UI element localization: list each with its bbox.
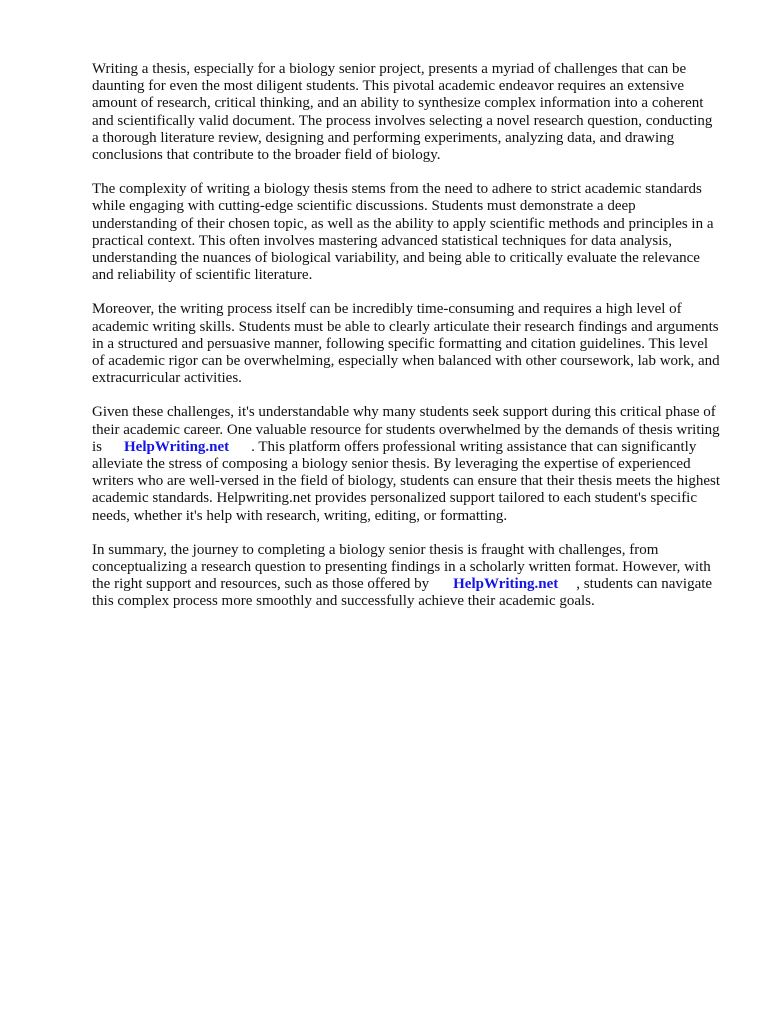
helpwriting-link-summary[interactable]: HelpWriting.net [453,576,559,593]
paragraph-resources-text-before: Given these challenges, it's understandable why many students seek support during this critical phase of their academic career. One valuable resource for students overwhelmed by the demands of thesis writing is [92,404,720,455]
paragraph-summary [92,542,722,611]
paragraph-intro: Writing a thesis, especially for a biology senior project, presents a myriad of challenges that can be daunting for even the most diligent students. This pivotal academic endeavor requires an extensive amount of research, critical thinking, and an ability to synthesize complex information into a coherent and scientifically valid document. The process involves selecting a novel research question, conducting a thorough literature review, designing and performing experiments, analyzing data, and drawing conclusions that contribute to the broader field of biology. [92,61,713,164]
paragraph-summary-text-before: In summary, the journey to completing a biology senior thesis is fraught with challenges, from conceptualizing a research question to presenting findings in a scholarly written format. However, with the right support and resources, such as those offered by [92,541,711,593]
helpwriting-link[interactable]: HelpWriting.net [124,438,230,455]
paragraph-resources-text-after: . This platform offers professional writing assistance that can significantly alleviate the stress of composing a biology senior thesis. By leveraging the expertise of experienced writers who are well-versed in the field of biology, students can ensure that their thesis meets the highest academic standards. Helpwriting.net provides personalized support tailored to each student's specific needs, whether it's help with research, writing, editing, or formatting. [92,438,721,524]
document-body [92,61,722,628]
paragraph-summary-text-after: , students can navigate this complex process more smoothly and successfully achieve their academic goals. [92,576,713,610]
paragraph-resources [92,404,722,524]
paragraph-writing-process: Moreover, the writing process itself can be incredibly time-consuming and requires a high level of academic writing skills. Students must be able to clearly articulate their research findings and arguments in a structured and persuasive manner, following specific formatting and citation guidelines. This level of academic rigor can be overwhelming, especially when balanced with other coursework, lab work, and extracurricular activities. [92,301,720,387]
paragraph-complexity: The complexity of writing a biology thesis stems from the need to adhere to strict academic standards while engaging with cutting-edge scientific discussions. Students must demonstrate a deep understanding of their chosen topic, as well as the ability to apply scientific methods and principles in a practical context. This often involves mastering advanced statistical techniques for data analysis, understanding the nuances of biological variability, and being able to critically evaluate the relevance and reliability of scientific literature. [92,181,714,284]
